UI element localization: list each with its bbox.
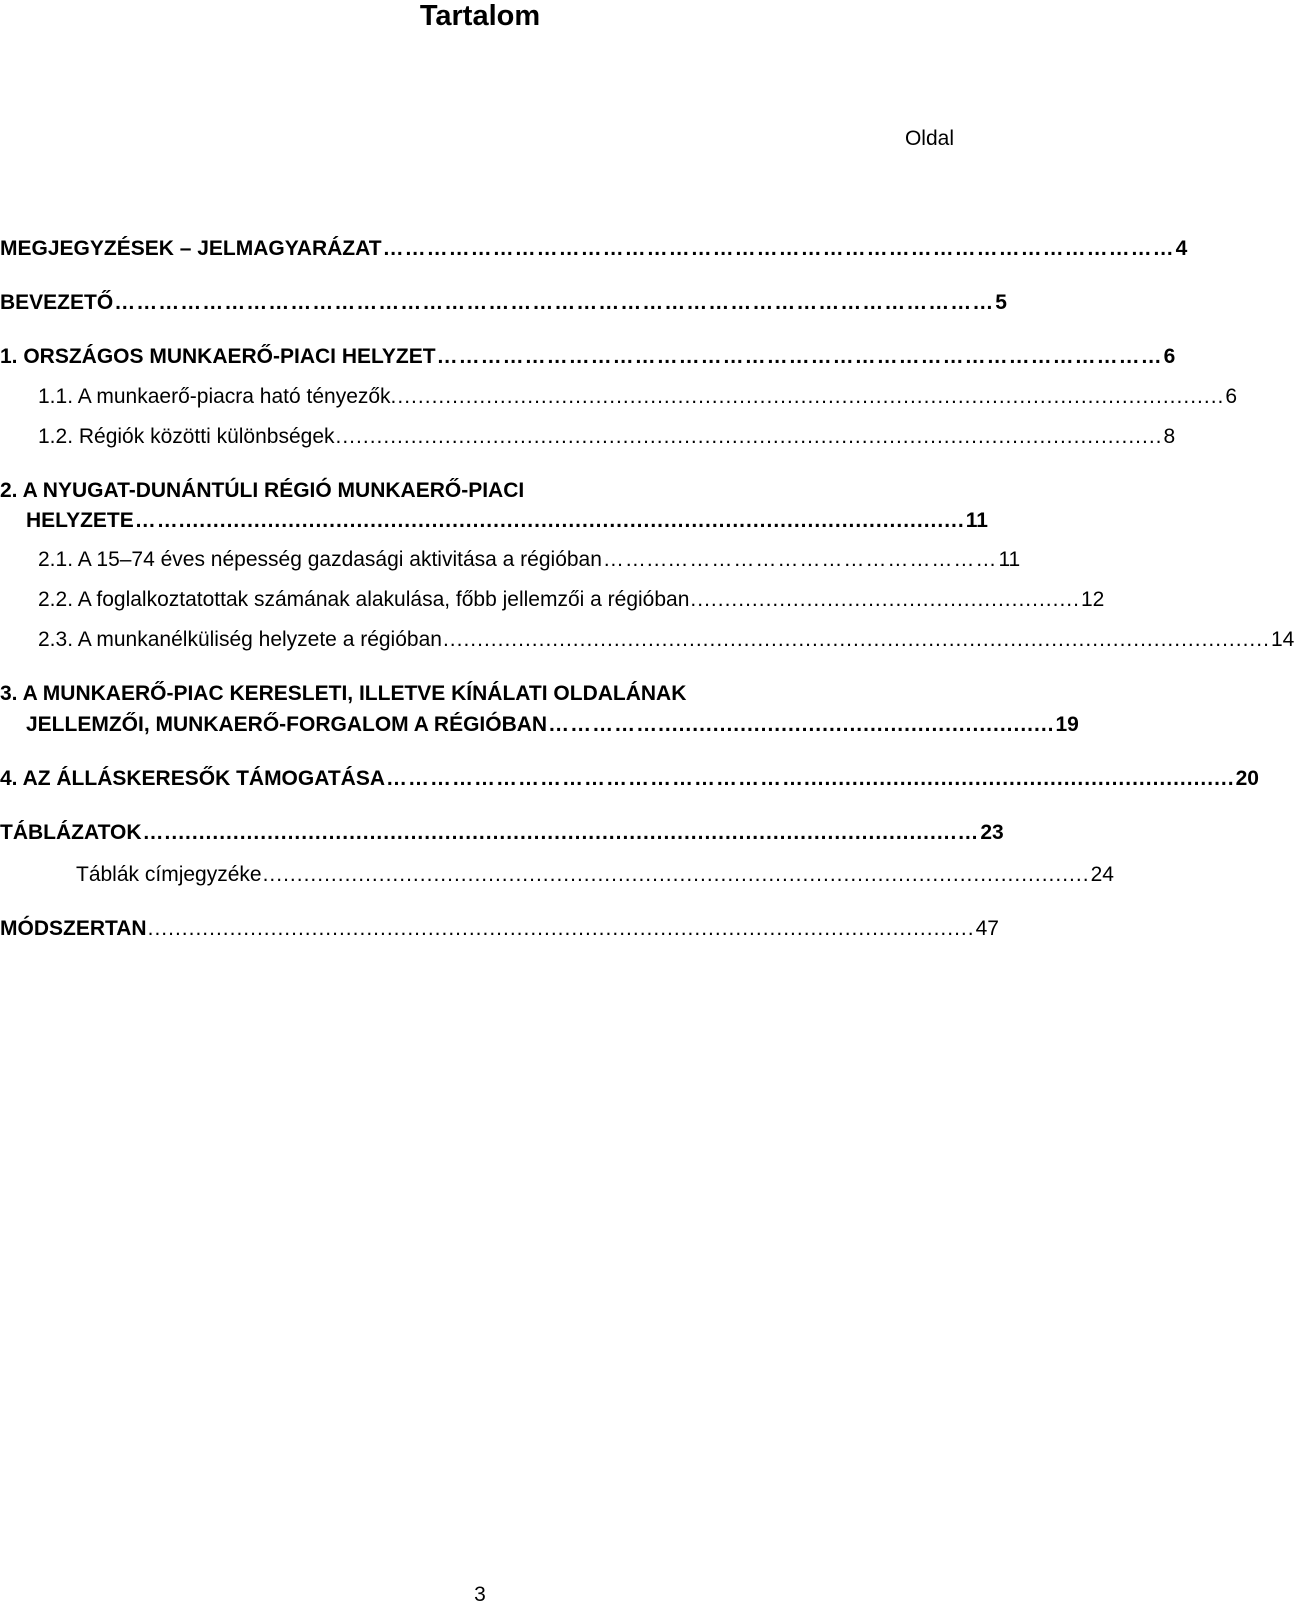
toc-dot-leader: ......................................................................................................................... <box>147 917 975 940</box>
page-number: 3 <box>474 1583 486 1606</box>
toc-dot-leader: ......................................................... <box>690 588 1080 611</box>
page-column-label: Oldal <box>904 127 954 150</box>
toc-dot-leader: ......................................................................................................................... <box>335 425 1163 448</box>
toc-entry-chapter-2[interactable] <box>26 508 988 534</box>
toc-dot-leader: ......................................................................................................................... <box>397 385 1225 408</box>
toc-entry-tablak-cimjegyzeke[interactable] <box>76 862 1114 888</box>
page-title: Tartalom <box>419 0 541 32</box>
toc-dot-leader: ......................................................................................................................... <box>442 628 1270 651</box>
toc-entry-chapter-3-line1: 3. A MUNKAERŐ-PIAC KERESLETI, ILLETVE KÍNÁLATI OLDALÁNAK <box>0 682 687 705</box>
toc-entry-page: 6 <box>1225 385 1238 408</box>
toc-dot-leader: ………………………………………………………………………………………………………… <box>114 291 995 314</box>
toc-dot-leader: ……................................................................................................................... <box>134 509 965 532</box>
toc-dot-leader: ……...……………………………………… <box>602 548 998 571</box>
toc-entry-title: 1. ORSZÁGOS MUNKAERŐ-PIACI HELYZET <box>0 345 436 368</box>
toc-entry-chapter-2-line1: 2. A NYUGAT-DUNÁNTÚLI RÉGIÓ MUNKAERŐ-PIACI <box>0 479 525 502</box>
toc-entry-2-1[interactable] <box>38 547 1021 573</box>
toc-dot-leader: …....................................................................................................................… <box>142 821 980 844</box>
toc-entry-1-1[interactable] <box>38 384 1238 410</box>
toc-entry-chapter-3[interactable] <box>26 712 1079 738</box>
toc-entry-page: 8 <box>1163 425 1176 448</box>
toc-entry-chapter-4[interactable] <box>0 766 1259 792</box>
toc-entry-page: 6 <box>1163 345 1176 368</box>
toc-entry-page: 14 <box>1270 628 1294 651</box>
toc-entry-tablazatok[interactable] <box>0 820 1004 846</box>
toc-entry-modszertan[interactable] <box>0 916 999 942</box>
toc-entry-megjegyzesek[interactable] <box>0 236 1188 262</box>
toc-entry-title: 4. AZ ÁLLÁSKERESŐK TÁMOGATÁSA <box>0 767 386 790</box>
toc-entry-title: 1.1. A munkaerő-piacra ható tényezők. <box>38 385 397 408</box>
toc-entry-title: TÁBLÁZATOK <box>0 821 142 844</box>
toc-entry-bevezeto[interactable] <box>0 290 1007 316</box>
toc-entry-page: 5 <box>995 291 1007 314</box>
toc-entry-title: 2.1. A 15–74 éves népesség gazdasági aktivitása a régióban <box>38 548 602 571</box>
toc-entry-title: 2.3. A munkanélküliség helyzete a régióban <box>38 628 442 651</box>
toc-entry-1-2[interactable] <box>38 424 1176 450</box>
toc-entry-page: 24 <box>1090 863 1114 886</box>
toc-entry-page: 23 <box>980 821 1004 844</box>
toc-entry-title: MEGJEGYZÉSEK – JELMAGYARÁZAT <box>0 237 382 260</box>
toc-entry-page: 11 <box>965 509 988 532</box>
toc-dot-leader: ……………………………………………………………………………………………… <box>382 237 1175 260</box>
toc-entry-page: 20 <box>1235 767 1259 790</box>
toc-entry-title: HELYZETE <box>26 509 134 532</box>
toc-entry-2-2[interactable] <box>38 587 1105 613</box>
toc-entry-page: 19 <box>1055 713 1079 736</box>
toc-entry-page: 11 <box>998 548 1021 571</box>
toc-dot-leader: ……………………………………………………………………………………… <box>436 345 1163 368</box>
toc-entry-title: JELLEMZŐI, MUNKAERŐ-FORGALOM A RÉGIÓBAN <box>26 713 548 736</box>
toc-entry-2-3[interactable] <box>38 627 1294 653</box>
toc-dot-leader: …………………………………………………............................................................... <box>386 767 1235 790</box>
toc-dot-leader: ......................................................................................................................... <box>262 863 1090 886</box>
toc-dot-leader: …………….......................................................... <box>548 713 1055 736</box>
toc-entry-title: 2.2. A foglalkoztatottak számának alakulása, főbb jellemzői a régióban <box>38 588 690 611</box>
toc-entry-page: 47 <box>975 917 999 940</box>
toc-entry-title: MÓDSZERTAN <box>0 917 147 940</box>
toc-entry-title: BEVEZETŐ <box>0 291 114 314</box>
toc-entry-title: Táblák címjegyzéke <box>76 863 262 886</box>
toc-entry-page: 4 <box>1175 237 1188 260</box>
toc-entry-title: 1.2. Régiók közötti különbségek <box>38 425 335 448</box>
toc-entry-chapter-1[interactable] <box>0 344 1176 370</box>
toc-entry-page: 12 <box>1080 588 1105 611</box>
